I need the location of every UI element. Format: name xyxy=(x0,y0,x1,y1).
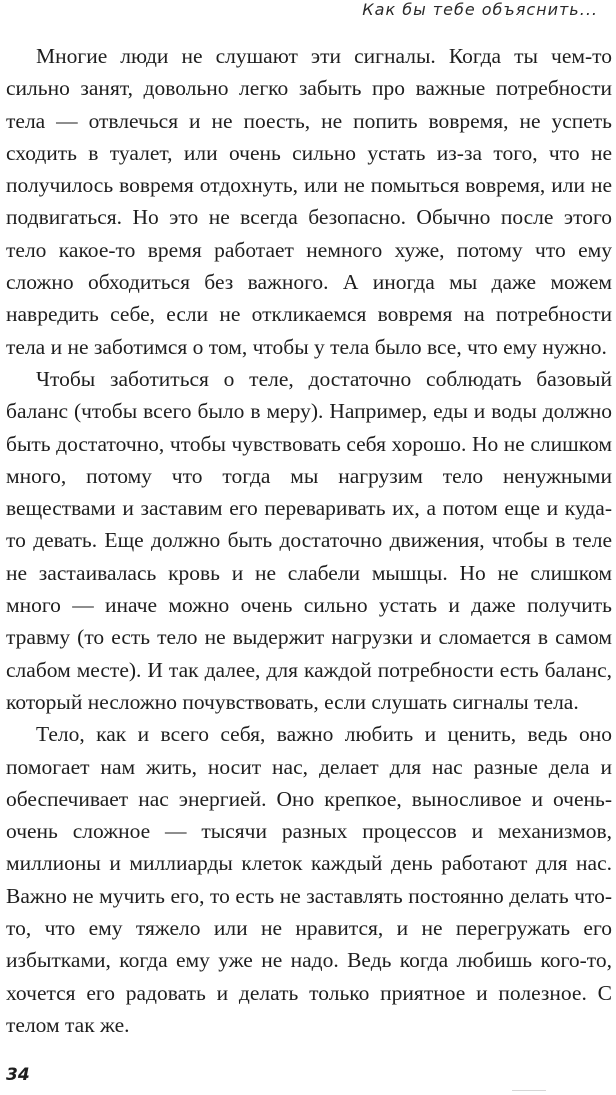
paragraph-1: Многие люди не слушают эти сигналы. Когда ты чем-то сильно занят, довольно легко забыть про важные потребности тела — отвлечься и не поесть, не попить вовремя, не успеть сходить в туалет, или очень сильно устать из-за того, что не получилось вовремя отдохнуть, или не помыться вовремя, или не подвигаться. Но это не всегда безопасно. Обычно после этого тело какое-то время работает немного хуже, потому что ему сложно обходиться без важного. А иногда мы даже можем навредить себе, если не откликаемся вовремя на потребности тела и не заботимся о том, чтобы у тела было все, что ему нужно. xyxy=(6,44,612,359)
running-header: Как бы тебе объяснить... xyxy=(362,0,598,19)
footer-divider xyxy=(512,1090,546,1091)
paragraph-3: Тело, как и всего себя, важно любить и ценить, ведь оно помогает нам жить, носит нас, делает для нас разные дела и обеспечивает нас энергией. Оно крепкое, выносливое и очень-очень сложное — тысячи разных процессов и механизмов, миллионы и миллиарды клеток каждый день работают для нас. Важно не мучить его, то есть не заставлять постоянно делать что-то, что ему тяжело или не нравится, и не перегружать его избытками, когда ему уже не надо. Ведь когда любишь кого-то, хочется его радовать и делать только приятное и полезное. С телом так же. xyxy=(6,722,612,1037)
page-number: 34 xyxy=(6,1065,30,1085)
body-text xyxy=(6,40,612,1041)
paragraph-2: Чтобы заботиться о теле, достаточно соблюдать базовый баланс (чтобы всего было в меру). Например, еды и воды должно быть достаточно, чтобы чувствовать себя хорошо. Но не слишком много, потому что тогда мы нагрузим тело ненужными веществами и заставим его переваривать их, а потом еще и куда-то девать. Еще должно быть достаточно движения, чтобы в теле не застаивалась кровь и не слабели мышцы. Но не слишком много — иначе можно очень сильно устать и даже получить травму (то есть тело не выдержит нагрузки и сломается в самом слабом месте). И так далее, для каждой потребности есть баланс, который несложно почувствовать, если слушать сигналы тела. xyxy=(6,366,612,714)
